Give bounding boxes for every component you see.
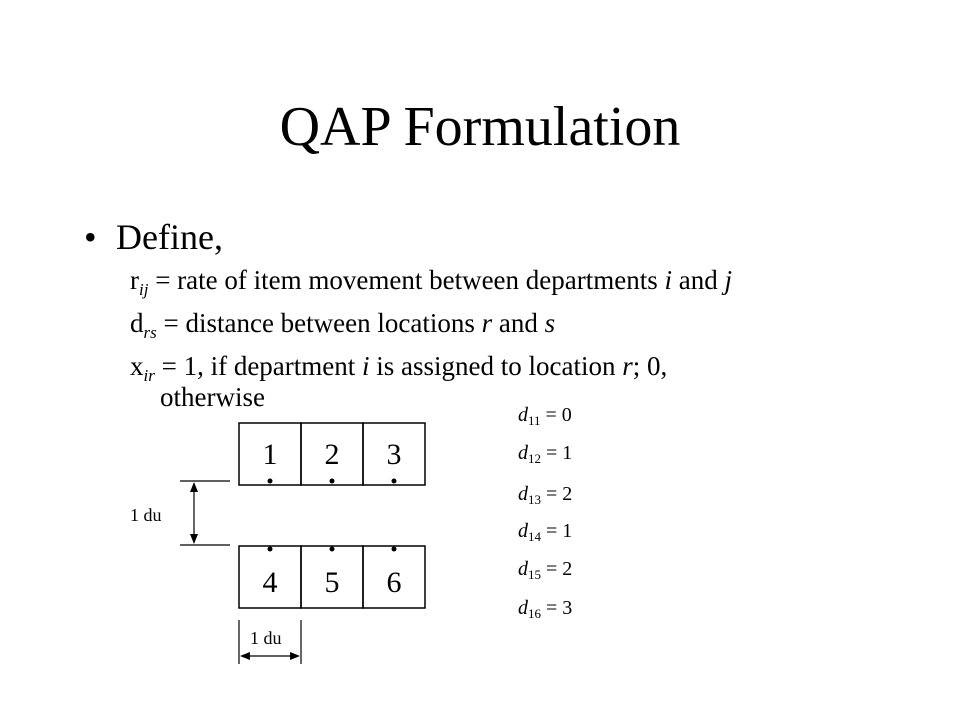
centroid-dot-3 [392,479,397,484]
def-x-sub: ir [143,366,155,385]
distance-sub: 13 [528,492,541,507]
distance-rhs: = 2 [541,483,573,505]
distance-var: d [518,404,528,426]
distance-sub: 14 [528,529,541,544]
def-x-var: x [130,351,144,381]
distance-sub: 12 [528,451,541,466]
distance-rhs: = 1 [541,520,573,542]
distance-rhs: = 3 [541,597,573,619]
def-r-text-b: and [672,265,725,295]
arrow-left-icon [240,652,250,660]
def-x-i: i [362,351,370,381]
centroid-dot-2 [330,479,335,484]
slide-title: QAP Formulation [279,96,681,158]
distance-var: d [518,520,528,542]
def-r-j: j [724,265,733,295]
def-d-r: r [481,308,493,338]
distance-var: d [518,558,528,580]
location-label-3: 3 [386,438,402,471]
distance-var: d [518,483,528,505]
centroid-dot-5 [330,547,335,552]
def-d-text-b: and [492,308,545,338]
distance-rhs: = 1 [541,442,573,464]
bullet-marker: • [84,217,97,257]
location-label-5: 5 [324,566,340,599]
distance-sub: 15 [528,567,541,582]
def-r-i: i [664,265,673,295]
bullet-define: Define, [116,217,223,257]
def-d-sub: rs [143,323,157,342]
distance-sub: 11 [528,413,541,428]
centroid-dot-4 [268,547,273,552]
centroid-dot-6 [392,547,397,552]
distance-var: d [518,442,528,464]
distance-rhs: = 0 [540,404,572,426]
distance-sub: 16 [528,606,541,621]
def-d-text-a: = distance between locations [156,308,482,338]
horizontal-unit-label: 1 du [250,628,282,648]
arrow-up-icon [190,482,198,492]
location-label-1: 1 [262,438,278,471]
vertical-unit-label: 1 du [130,505,162,525]
def-d-var: d [130,308,144,338]
arrow-right-icon [290,652,300,660]
definition-x-continuation: otherwise [160,382,265,412]
def-x-r: r [622,351,633,381]
def-d-s: s [544,308,556,338]
arrow-down-icon [190,534,198,544]
location-label-4: 4 [262,566,278,599]
def-x-text-b: is assigned to location [369,351,623,381]
def-r-text-a: = rate of item movement between departments [148,265,665,295]
def-x-text-a: = 1, if department [154,351,363,381]
distance-rhs: = 2 [541,558,573,580]
def-r-sub: ij [139,280,149,299]
def-r-var: r [130,265,139,295]
location-label-6: 6 [386,566,402,599]
centroid-dot-1 [268,479,273,484]
def-x-text-c: ; 0, [632,351,668,381]
location-label-2: 2 [324,438,340,471]
distance-var: d [518,597,528,619]
